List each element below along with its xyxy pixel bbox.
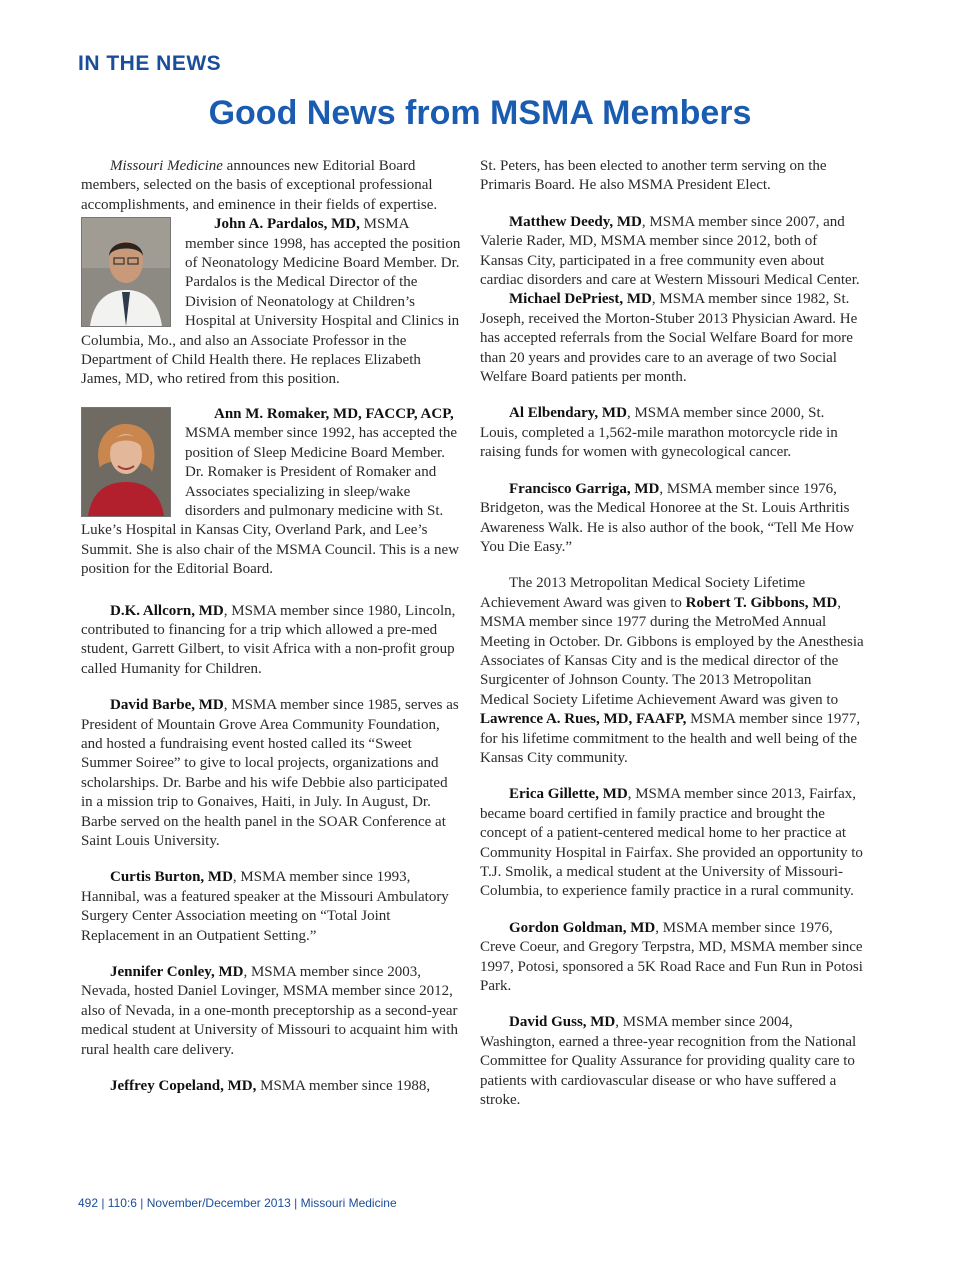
text-gillette: , MSMA member since 2013, Fairfax, became board certified in family practice and brought the concept of a patient-centered medical home to her practice at Community Hospital in Fairfax. She provided an opportunity to T.J. Smolik, a medical student at the University of Missouri-Columbia, to experience family practice in a rural community. bbox=[480, 786, 863, 900]
news-item-goldman bbox=[480, 919, 864, 997]
name-barbe: David Barbe, MD bbox=[110, 697, 224, 714]
news-item-gibbons-rues bbox=[480, 574, 864, 768]
left-column bbox=[81, 157, 461, 1096]
news-item-barbe bbox=[81, 696, 461, 851]
name-burton: Curtis Burton, MD bbox=[110, 869, 233, 886]
name-garriga: Francisco Garriga, MD bbox=[509, 480, 660, 497]
intro-paragraph bbox=[81, 157, 461, 215]
page-title: Good News from MSMA Members bbox=[208, 94, 752, 132]
name-conley: Jennifer Conley, MD bbox=[110, 964, 244, 981]
text-depriest: , MSMA member since 1982, St. Joseph, received the Morton-Stuber 2013 Physician Award. He has accepted referrals from the Social Welfare Board for more than 20 years and provides care to an average of two Social Welfare Board patients per month. bbox=[480, 291, 858, 386]
news-item-deedy bbox=[480, 213, 864, 291]
news-item-romaker bbox=[81, 405, 461, 580]
news-item-allcorn bbox=[81, 602, 461, 680]
news-item-guss bbox=[480, 1013, 864, 1110]
text-allcorn: , MSMA member since 1980, Lincoln, contributed to financing for a trip which allowed a pre-med student, Garrett Gilbert, to visit Africa with a non-profit group called Humanity for Children. bbox=[81, 602, 456, 677]
text-romaker: MSMA member since 1992, has accepted the position of Sleep Medicine Board Member. Dr. Romaker is President of Romaker and Associates specializing in sleep/wake disorders and pulmonary medicine with St. Luke’s Hospital in Kansas City, Overland Park, and Lee’s Summit. She is also chair of the MSMA Council. This is a new position for the Editorial Board. bbox=[81, 425, 460, 578]
name-elbendary: Al Elbendary, MD bbox=[509, 405, 627, 422]
name-romaker: Ann M. Romaker, MD, FACCP, ACP, bbox=[214, 405, 454, 422]
name-gillette: Erica Gillette, MD bbox=[509, 786, 628, 803]
name-gibbons: Robert T. Gibbons, MD bbox=[685, 594, 838, 611]
right-column bbox=[480, 157, 864, 1110]
name-depriest: Michael DePriest, MD bbox=[509, 291, 652, 308]
photo-romaker bbox=[81, 407, 171, 517]
news-item-garriga bbox=[480, 480, 864, 558]
text-conley: , MSMA member since 2003, Nevada, hosted Daniel Lovinger, MSMA member since 2012, also of Nevada, in a one-month preceptorship as a second-year medical student at University of Missouri to acquaint him with rural health care delivery. bbox=[81, 964, 459, 1058]
text-goldman: , MSMA member since 1976, Creve Coeur, and Gregory Terpstra, MD, MSMA member since 1997, Potosi, sponsored a 5K Road Race and Fun Run in Potosi Park. bbox=[480, 919, 863, 995]
news-item-conley bbox=[81, 963, 461, 1060]
news-item-elbendary bbox=[480, 404, 864, 462]
photo-pardalos bbox=[81, 217, 171, 327]
text-rues: MSMA member since 1977, for his lifetime commitment to the health and well being of the Kansas City community. bbox=[480, 711, 861, 766]
text-deedy: , MSMA member since 2007, and Valerie Rader, MD, MSMA member since 2012, both of Kansas City, participated in a free community even about cardiac disorders and care at Western Missouri Medical Center. bbox=[480, 213, 860, 289]
name-allcorn: D.K. Allcorn, MD bbox=[110, 602, 224, 619]
text-barbe: , MSMA member since 1985, serves as President of Mountain Grove Area Community Foundation, and hosted a fundraising event hosted called its “Sweet Summer Soiree” to give to local projects, organizations and scholarships. Dr. Barbe and his wife Debbie also participated in a mission trip to Gonaives, Haiti, in July. In August, Dr. Barbe served on the health panel in the SOAR Conference at Saint Louis University. bbox=[81, 697, 459, 849]
journal-name: Missouri Medicine bbox=[110, 158, 223, 174]
name-goldman: Gordon Goldman, MD bbox=[509, 919, 656, 936]
text-garriga: , MSMA member since 1976, Bridgeton, was the Medical Honoree at the St. Louis Arthritis Awareness Walk. He is also author of the book, “Tell Me How You Die Easy.” bbox=[480, 480, 854, 555]
news-item-copeland-continued: St. Peters, has been elected to another term serving on the Primaris Board. He also MSMA President Elect. bbox=[480, 158, 827, 194]
text-gibbons-mid: , MSMA member since 1977 during the MetroMed Annual Meeting in October. Dr. Gibbons is employed by the Anesthesia Associates of Kansas City and is the medical director of the Surgicenter of Johnson County. The 2013 Metropolitan Medical Society Lifetime Achievement Award was given to bbox=[480, 594, 864, 708]
name-pardalos: John A. Pardalos, MD, bbox=[214, 216, 360, 233]
news-item-gillette bbox=[480, 785, 864, 901]
name-guss: David Guss, MD bbox=[509, 1014, 616, 1031]
news-item-copeland bbox=[81, 1077, 461, 1096]
intro-text: announces new Editorial Board members, selected on the basis of exceptional professional accomplishments, and eminence in their fields of expertise. bbox=[81, 158, 438, 213]
section-label: IN THE NEWS bbox=[78, 52, 222, 75]
text-elbendary: , MSMA member since 2000, St. Louis, completed a 1,562-mile marathon motorcycle ride in raising funds for women with gynecological cancer. bbox=[480, 405, 838, 461]
name-deedy: Matthew Deedy, MD bbox=[509, 213, 642, 230]
text-gibbons-pre: The 2013 Metropolitan Medical Society Lifetime Achievement Award was given to bbox=[480, 575, 806, 611]
name-copeland: Jeffrey Copeland, MD, bbox=[110, 1078, 257, 1095]
news-item-depriest bbox=[480, 290, 864, 387]
news-item-burton bbox=[81, 868, 461, 946]
text-pardalos: MSMA member since 1998, has accepted the position of Neonatology Medicine Board Member. Dr. Pardalos is the Medical Director of the Division of Neonatology at Children’s Hospital at University Hospital and Clinics in Columbia, Mo., and also an Associate Professor in the Department of Child Health there. He replaces Elizabeth James, MD, who retired from this position. bbox=[81, 216, 461, 388]
name-rues: Lawrence A. Rues, MD, FAAFP, bbox=[480, 711, 687, 728]
page-footer: 492 | 110:6 | November/December 2013 | Missouri Medicine bbox=[78, 1196, 397, 1210]
text-guss: , MSMA member since 2004, Washington, earned a three-year recognition from the National Committee for Quality Assurance for providing quality care to patients with cardiovascular disease or who have suffered a stroke. bbox=[480, 1014, 857, 1109]
news-item-pardalos bbox=[81, 215, 461, 390]
text-burton: , MSMA member since 1993, Hannibal, was a featured speaker at the Missouri Ambulatory Surgery Center Association meeting on “Total Joint Replacement in an Outpatient Setting.” bbox=[81, 869, 449, 944]
text-copeland: MSMA member since 1988, bbox=[256, 1078, 431, 1095]
